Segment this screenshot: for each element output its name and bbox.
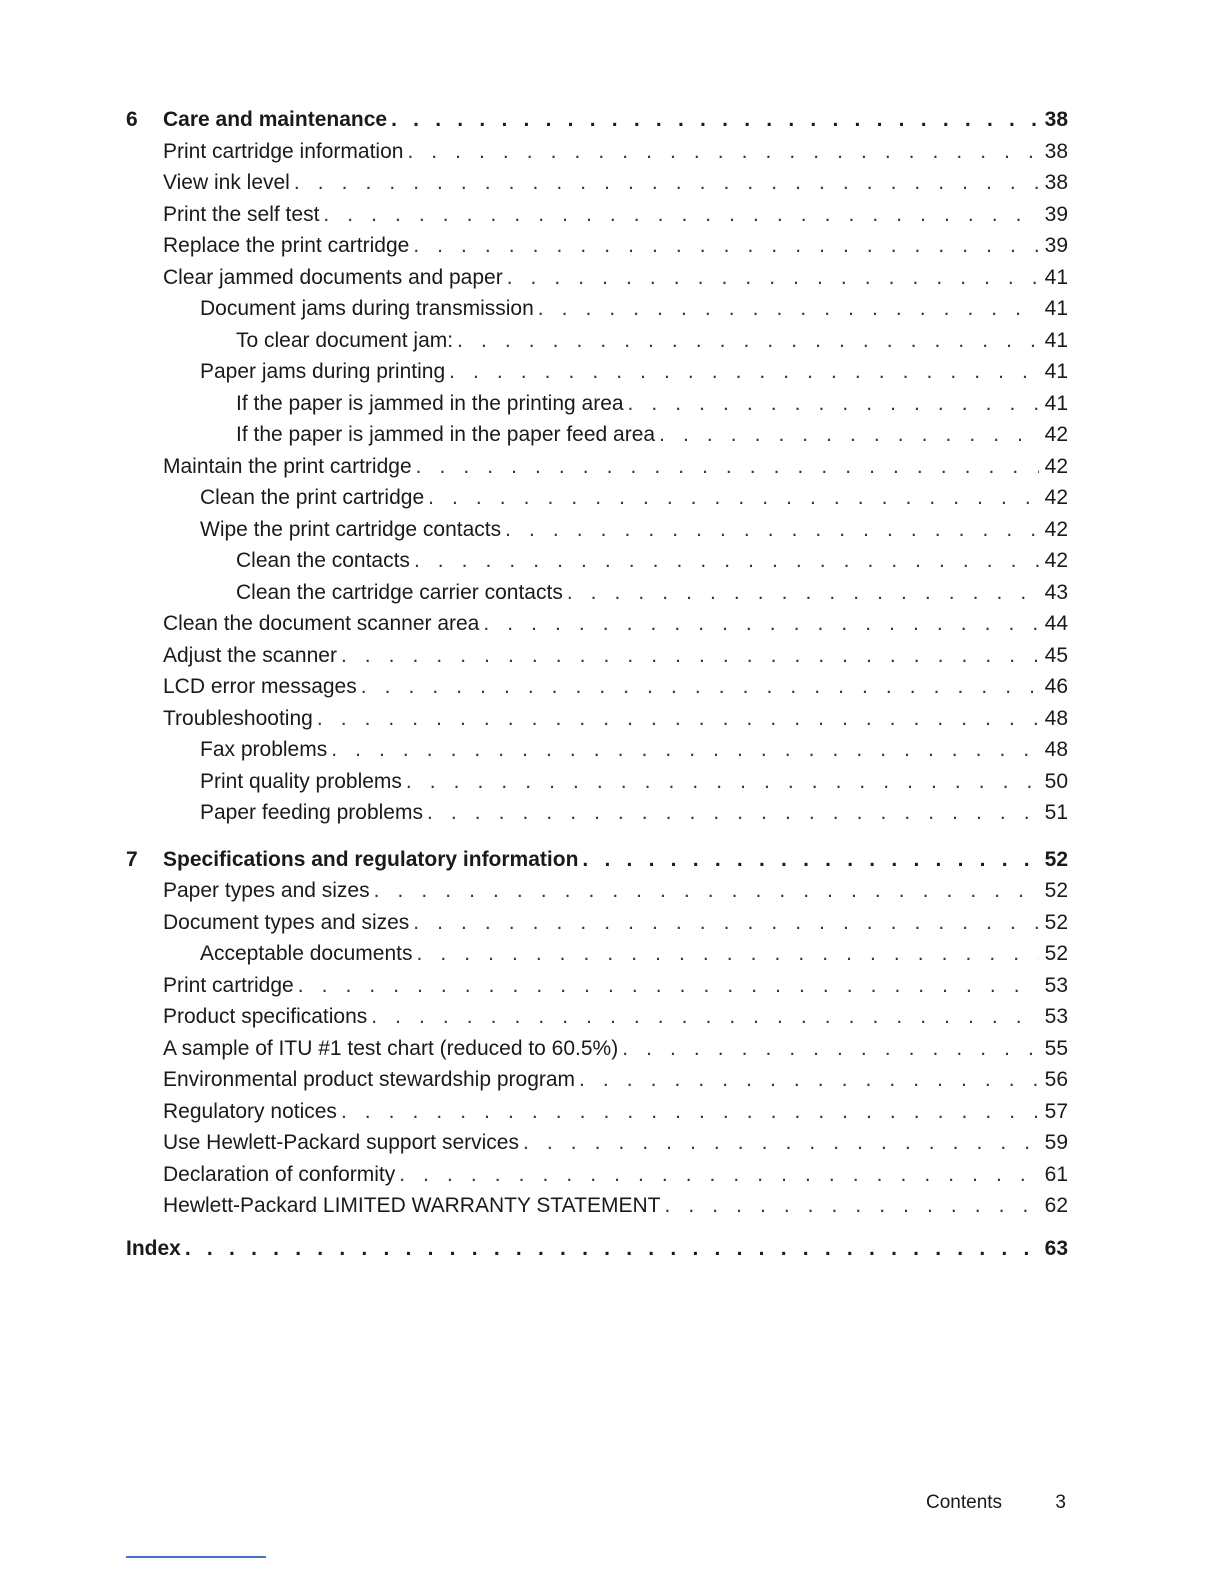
toc-page-number[interactable]: 55 [1044, 1036, 1068, 1060]
toc-page-number[interactable]: 39 [1044, 202, 1068, 226]
toc-entry-text [126, 545, 1039, 577]
dot-leader [371, 1001, 1038, 1033]
dot-leader [391, 104, 1039, 136]
dot-leader [407, 136, 1038, 168]
toc-entry-text [126, 1033, 1039, 1065]
toc-entry[interactable] [126, 1127, 1068, 1159]
toc-page-number[interactable]: 42 [1044, 423, 1068, 446]
toc-entry[interactable] [126, 1096, 1068, 1128]
dot-leader [331, 734, 1038, 766]
toc-entry[interactable] [126, 230, 1068, 262]
dot-leader [507, 262, 1039, 294]
dot-leader [317, 703, 1039, 735]
toc-entry-text [126, 797, 1039, 829]
toc-page-number[interactable]: 61 [1044, 1162, 1068, 1186]
toc-entry[interactable] [126, 1159, 1068, 1191]
toc-page-number[interactable]: 51 [1044, 801, 1068, 824]
toc-entry-title[interactable]: Troubleshooting [163, 706, 313, 730]
toc-entry-title[interactable]: If the paper is jammed in the paper feed area [236, 423, 656, 446]
dot-leader [523, 1127, 1039, 1159]
toc-page-number[interactable]: 63 [1044, 1236, 1068, 1260]
dot-leader [659, 419, 1039, 451]
toc-entry-title[interactable]: A sample of ITU #1 test chart (reduced to 60.5%) [163, 1036, 619, 1060]
toc-page-number[interactable]: 48 [1044, 706, 1068, 730]
dot-leader [323, 199, 1038, 231]
toc-entry-title[interactable]: Hewlett-Packard LIMITED WARRANTY STATEMENT [163, 1194, 661, 1217]
toc-index-entry[interactable] [126, 1233, 1068, 1265]
toc-entry[interactable] [126, 325, 1068, 357]
dot-leader [294, 167, 1039, 199]
dot-leader [628, 388, 1039, 420]
toc-page-number[interactable]: 41 [1044, 391, 1068, 415]
toc-entry-title[interactable]: Product specifications [163, 1005, 368, 1028]
toc-entry-title[interactable]: Print the self test [163, 202, 320, 226]
dot-leader [341, 1096, 1039, 1128]
toc-entry-text [126, 482, 1039, 514]
toc-entry[interactable] [126, 545, 1068, 577]
toc-page-number[interactable]: 38 [1044, 108, 1068, 131]
dot-leader [449, 356, 1039, 388]
toc-entry-title[interactable]: Clean the contacts [236, 549, 410, 572]
toc-entry-title[interactable]: View ink level [163, 171, 290, 194]
toc-entry-text [126, 1127, 1039, 1159]
toc-entry-title[interactable]: To clear document jam: [236, 328, 454, 352]
toc-entry-title[interactable]: Document types and sizes [163, 910, 410, 934]
toc-entry[interactable] [126, 262, 1068, 294]
page-footer [926, 1492, 1066, 1514]
dot-leader [428, 482, 1039, 514]
dot-leader [622, 1033, 1038, 1065]
toc-entry-title[interactable]: LCD error messages [163, 675, 357, 698]
toc-page-number[interactable]: 42 [1044, 549, 1068, 572]
dot-leader [567, 577, 1039, 609]
toc-page-number[interactable]: 41 [1044, 265, 1068, 289]
footer-section-label: Contents [926, 1492, 1003, 1513]
toc-entry-title[interactable]: Care and maintenance [163, 108, 388, 131]
dot-leader [538, 293, 1039, 325]
toc-entry-title[interactable]: Fax problems [200, 738, 328, 761]
toc-entry-text [126, 1190, 1039, 1222]
toc-entry-text [126, 907, 1039, 939]
toc-entry[interactable] [126, 419, 1068, 451]
toc-entry[interactable] [126, 938, 1068, 970]
toc-page-number[interactable]: 57 [1044, 1099, 1068, 1123]
toc-entry[interactable] [126, 136, 1068, 168]
dot-leader [406, 766, 1039, 798]
toc-entry[interactable] [126, 293, 1068, 325]
dot-leader [427, 797, 1039, 829]
toc-page-number[interactable]: 39 [1044, 234, 1068, 257]
toc-chapter-entry[interactable] [126, 104, 1068, 136]
toc-entry[interactable] [126, 1033, 1068, 1065]
toc-entry-title[interactable]: Use Hewlett-Packard support services [163, 1131, 519, 1154]
toc-entry-title[interactable]: If the paper is jammed in the printing area [236, 391, 624, 415]
toc-entry-text [126, 577, 1039, 609]
toc-entry-title[interactable]: Adjust the scanner [163, 643, 337, 667]
toc-entry-text [126, 1159, 1039, 1191]
dot-leader [505, 514, 1039, 546]
toc-page-number[interactable]: 56 [1044, 1068, 1068, 1091]
bottom-link-underline [126, 1556, 266, 1558]
toc-entry[interactable] [126, 1064, 1068, 1096]
dot-leader [413, 907, 1038, 939]
toc-entry-title[interactable]: Declaration of conformity [163, 1162, 396, 1186]
toc-entry-text [126, 514, 1039, 546]
toc-page-number[interactable]: 52 [1044, 942, 1068, 965]
toc-entry-text [126, 451, 1039, 483]
toc-page-number[interactable]: 52 [1044, 879, 1068, 902]
toc-entry[interactable] [126, 514, 1068, 546]
toc-entry-title[interactable]: Paper types and sizes [163, 879, 370, 902]
toc-entry-text [126, 167, 1039, 199]
toc-entry-title[interactable]: Index [126, 1236, 181, 1260]
toc-page-number[interactable]: 59 [1044, 1131, 1068, 1154]
toc-entry[interactable] [126, 167, 1068, 199]
toc-page-number[interactable]: 45 [1044, 643, 1068, 667]
toc-entry-title[interactable]: Clean the document scanner area [163, 612, 480, 635]
toc-entry[interactable] [126, 671, 1068, 703]
toc-page-number[interactable]: 41 [1044, 328, 1068, 352]
chapter-number: 6 [126, 108, 138, 131]
dot-leader [399, 1159, 1038, 1191]
toc-entry[interactable] [126, 875, 1068, 907]
toc-entry-text [126, 1096, 1039, 1128]
toc-page-number[interactable]: 52 [1044, 847, 1068, 871]
toc-entry-title[interactable]: Specifications and regulatory information [163, 847, 579, 871]
toc-page-number[interactable]: 53 [1044, 973, 1068, 997]
dot-leader [185, 1233, 1039, 1265]
toc-entry-title[interactable]: Clean the cartridge carrier contacts [236, 580, 563, 604]
toc-entry-text [126, 1064, 1039, 1096]
toc-entry[interactable] [126, 703, 1068, 735]
toc-page-number[interactable]: 38 [1044, 171, 1068, 194]
toc-entry-text [126, 1233, 1039, 1265]
table-of-contents [126, 104, 1068, 1264]
dot-leader [416, 451, 1039, 483]
dot-leader [579, 1064, 1039, 1096]
toc-entry-text [126, 1001, 1039, 1033]
toc-entry-text [126, 844, 1039, 876]
toc-entry-text [126, 875, 1039, 907]
toc-entry[interactable] [126, 797, 1068, 829]
toc-entry-text [126, 419, 1039, 451]
toc-entry[interactable] [126, 640, 1068, 672]
dot-leader [298, 970, 1039, 1002]
toc-entry[interactable] [126, 907, 1068, 939]
toc-entry[interactable] [126, 482, 1068, 514]
toc-entry-text [126, 136, 1039, 168]
toc-entry-title[interactable]: Maintain the print cartridge [163, 454, 412, 478]
toc-entry-text [126, 356, 1039, 388]
toc-page-number[interactable]: 50 [1044, 769, 1068, 793]
toc-entry-text [126, 325, 1039, 357]
toc-entry-text [126, 199, 1039, 231]
toc-entry-text [126, 262, 1039, 294]
toc-entry-text [126, 293, 1039, 325]
dot-leader [413, 230, 1038, 262]
toc-entry-title[interactable]: Document jams during transmission [200, 297, 534, 320]
toc-entry[interactable] [126, 766, 1068, 798]
toc-page-number[interactable]: 42 [1044, 454, 1068, 478]
toc-entry-title[interactable]: Regulatory notices [163, 1099, 337, 1123]
toc-entry-title[interactable]: Paper jams during printing [200, 360, 446, 383]
toc-entry-title[interactable]: Replace the print cartridge [163, 234, 410, 257]
dot-leader [483, 608, 1038, 640]
toc-entry-title[interactable]: Clear jammed documents and paper [163, 265, 503, 289]
toc-page-number[interactable]: 41 [1044, 297, 1068, 320]
toc-page-number[interactable]: 42 [1044, 486, 1068, 509]
toc-page-number[interactable]: 62 [1044, 1194, 1068, 1217]
dot-leader [361, 671, 1039, 703]
toc-entry[interactable] [126, 356, 1068, 388]
toc-page-number[interactable]: 46 [1044, 675, 1068, 698]
toc-entry[interactable] [126, 451, 1068, 483]
dot-leader [457, 325, 1039, 357]
toc-page-number[interactable]: 41 [1044, 360, 1068, 383]
toc-entry-title[interactable]: Wipe the print cartridge contacts [200, 517, 502, 541]
dot-leader [664, 1190, 1038, 1222]
toc-page-number[interactable]: 43 [1044, 580, 1068, 604]
toc-page-number[interactable]: 38 [1044, 139, 1068, 163]
toc-page-number[interactable]: 44 [1044, 612, 1068, 635]
toc-entry-text [126, 640, 1039, 672]
toc-entry-title[interactable]: Clean the print cartridge [200, 486, 425, 509]
dot-leader [414, 545, 1039, 577]
toc-entry-title[interactable]: Environmental product stewardship program [163, 1068, 576, 1091]
toc-entry-title[interactable]: Print quality problems [200, 769, 402, 793]
dot-leader [341, 640, 1039, 672]
toc-entry[interactable] [126, 970, 1068, 1002]
dot-leader [416, 938, 1038, 970]
toc-entry-text [126, 608, 1039, 640]
toc-entry-text [126, 734, 1039, 766]
toc-entry-text [126, 388, 1039, 420]
toc-chapter-entry[interactable] [126, 844, 1068, 876]
toc-entry-title[interactable]: Print cartridge information [163, 139, 404, 163]
toc-entry-text [126, 766, 1039, 798]
toc-entry-text [126, 671, 1039, 703]
dot-leader [374, 875, 1039, 907]
toc-page-number[interactable]: 42 [1044, 517, 1068, 541]
chapter-number: 7 [126, 847, 138, 871]
toc-entry-title[interactable]: Acceptable documents [200, 942, 413, 965]
toc-entry-title[interactable]: Paper feeding problems [200, 801, 423, 824]
toc-entry[interactable] [126, 1001, 1068, 1033]
toc-page-number[interactable]: 52 [1044, 910, 1068, 934]
dot-leader [582, 844, 1038, 876]
toc-entry-text [126, 970, 1039, 1002]
toc-entry[interactable] [126, 199, 1068, 231]
toc-entry-text [126, 703, 1039, 735]
toc-entry[interactable] [126, 608, 1068, 640]
toc-entry[interactable] [126, 577, 1068, 609]
toc-entry-text [126, 104, 1039, 136]
toc-entry[interactable] [126, 388, 1068, 420]
toc-entry-text [126, 230, 1039, 262]
toc-entry[interactable] [126, 1190, 1068, 1222]
toc-page-number[interactable]: 53 [1044, 1005, 1068, 1028]
toc-entry[interactable] [126, 734, 1068, 766]
toc-entry-title[interactable]: Print cartridge [163, 973, 294, 997]
toc-page-number[interactable]: 48 [1044, 738, 1068, 761]
footer-page-number: 3 [1055, 1492, 1066, 1513]
toc-entry-text [126, 938, 1039, 970]
